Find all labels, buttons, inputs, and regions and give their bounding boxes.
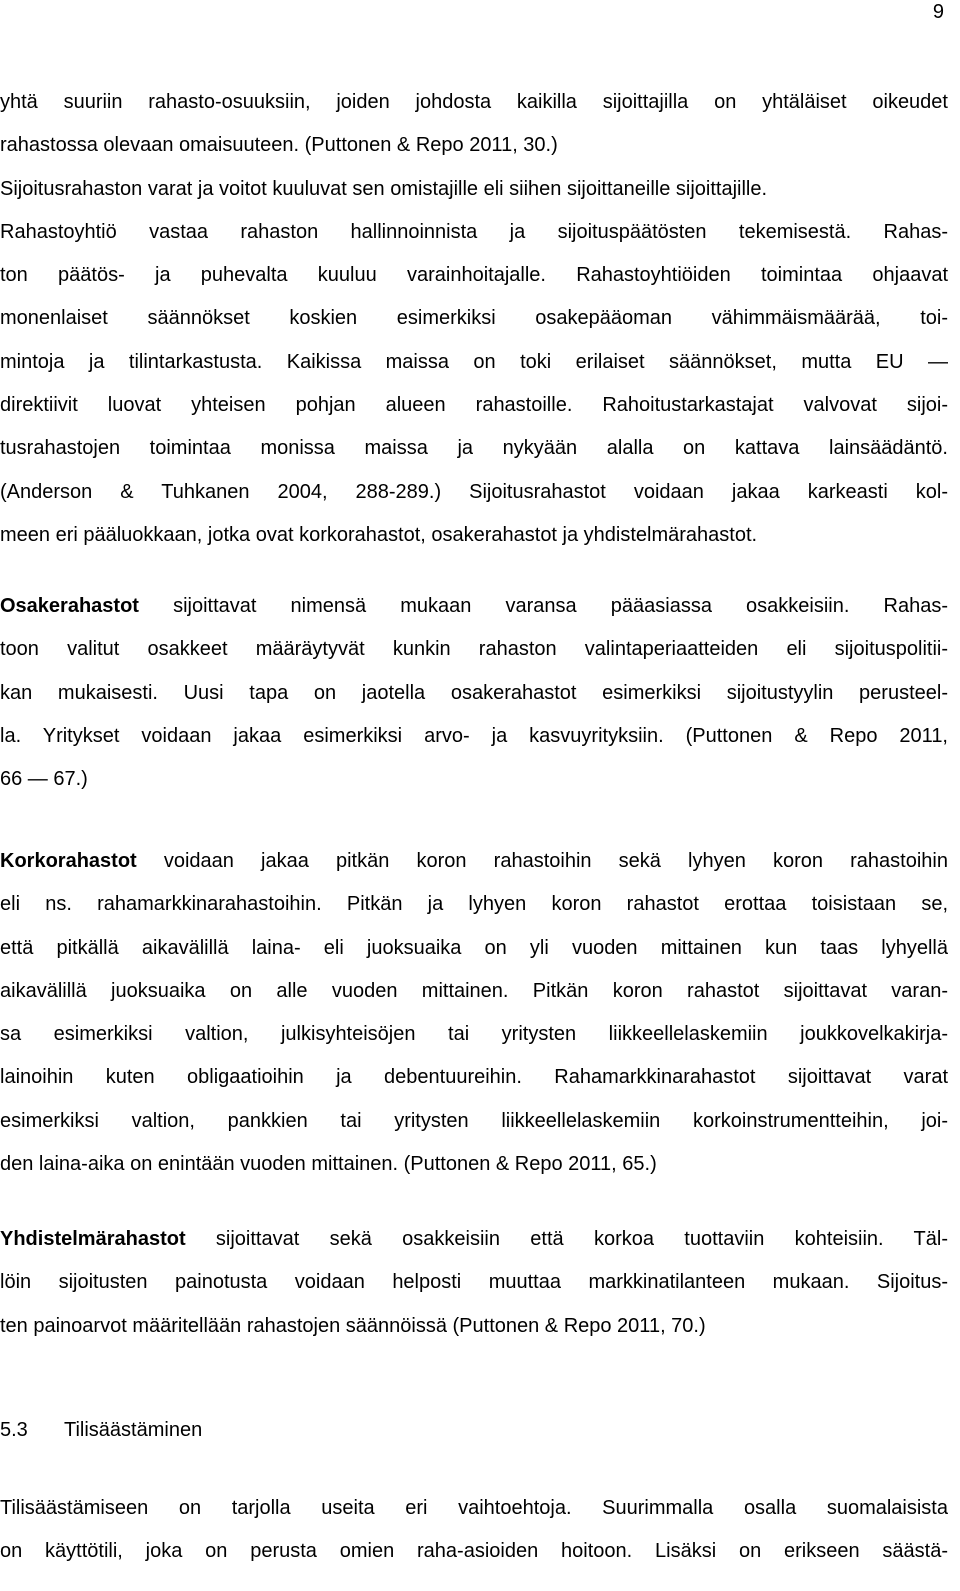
text-line: Tilisäästämiseen on tarjolla useita eri vaihtoehtoja. Suurimmalla osalla suomalaisista bbox=[0, 1497, 948, 1519]
text-line: monenlaiset säännökset koskien esimerkiksi osakepääoman vähimmäismäärää, toi- bbox=[0, 307, 948, 330]
page-number: 9 bbox=[932, 1, 944, 23]
paragraph-tilisaastaminen bbox=[0, 1487, 948, 1574]
text-line: meen eri pääluokkaan, jotka ovat korkorahastot, osakerahastot ja yhdistelmärahastot. bbox=[0, 523, 758, 546]
section-title: Tilisäästäminen bbox=[64, 1419, 203, 1441]
text-line: aikavälillä juoksuaika on alle vuoden mittainen. Pitkän koron rahastot sijoittavat varan- bbox=[0, 979, 948, 1002]
text-line: yhtä suuriin rahasto-osuuksiin, joiden johdosta kaikilla sijoittajilla on yhtäläiset oikeudet bbox=[0, 91, 948, 113]
text-line: 66 — 67.) bbox=[0, 768, 88, 791]
section-number: 5.3 bbox=[0, 1419, 28, 1441]
text-line: rahastossa olevaan omaisuuteen. (Puttonen & Repo 2011, 30.) bbox=[0, 134, 558, 157]
text-line: Sijoitusrahaston varat ja voitot kuuluvat sen omistajille eli siihen sijoittaneille sijoittajille. bbox=[0, 177, 768, 200]
text-line: esimerkiksi valtion, pankkien tai yritysten liikkeellelaskemiin korkoinstrumentteihin, joi- bbox=[0, 1109, 948, 1132]
text-line: löin sijoitusten painotusta voidaan helposti muuttaa markkinatilanteen mukaan. Sijoitus- bbox=[0, 1271, 948, 1294]
text-line: kan mukaisesti. Uusi tapa on jaotella osakerahastot esimerkiksi sijoitustyylin perusteel- bbox=[0, 681, 948, 704]
paragraph-osakerahastot bbox=[0, 585, 948, 801]
term-osakerahastot: Osakerahastot bbox=[0, 595, 139, 617]
term-korkorahastot: Korkorahastot bbox=[0, 850, 137, 872]
text-line: la. Yritykset voidaan jakaa esimerkiksi arvo- ja kasvuyrityksiin. (Puttonen & Repo 2011, bbox=[0, 724, 948, 747]
text-line: että pitkällä aikavälillä laina- eli juoksuaika on yli vuoden mittainen kun taas lyhyellä bbox=[0, 936, 948, 959]
text-line: Rahastoyhtiö vastaa rahaston hallinnoinnista ja sijoituspäätösten tekemisestä. Rahas- bbox=[0, 220, 948, 243]
paragraph-intro bbox=[0, 81, 948, 557]
text-fragment: sijoittavat sekä osakkeisiin että korkoa tuottaviin kohteisiin. Täl- bbox=[185, 1228, 948, 1250]
text-line: lainoihin kuten obligaatioihin ja debentuureihin. Rahamarkkinarahastot sijoittavat varat bbox=[0, 1066, 948, 1089]
text-line bbox=[0, 585, 948, 628]
text-line: ten painoarvot määritellään rahastojen säännöissä (Puttonen & Repo 2011, 70.) bbox=[0, 1314, 706, 1337]
paragraph-yhdistelmarahastot bbox=[0, 1218, 948, 1348]
term-yhdistelmarahastot: Yhdistelmärahastot bbox=[0, 1228, 186, 1250]
text-line bbox=[0, 1218, 948, 1261]
text-line bbox=[0, 840, 948, 883]
text-line: den laina-aika on enintään vuoden mittainen. (Puttonen & Repo 2011, 65.) bbox=[0, 1153, 657, 1176]
text-line: toon valitut osakkeet määräytyvät kunkin rahaston valintaperiaatteiden eli sijoituspolitii- bbox=[0, 638, 948, 661]
text-line: tusrahastojen toimintaa monissa maissa ja nykyään alalla on kattava lainsäädäntö. bbox=[0, 437, 948, 460]
paragraph-korkorahastot bbox=[0, 840, 948, 1186]
text-line: mintoja ja tilintarkastusta. Kaikissa maissa on toki erilaiset säännökset, mutta EU — bbox=[0, 350, 948, 373]
text-line: direktiivit luovat yhteisen pohjan alueen rahastoille. Rahoitustarkastajat valvovat sijoi- bbox=[0, 394, 948, 417]
text-line: (Anderson & Tuhkanen 2004, 288-289.) Sijoitusrahastot voidaan jakaa karkeasti kol- bbox=[0, 480, 948, 503]
text-line: eli ns. rahamarkkinarahastoihin. Pitkän ja lyhyen koron rahastot erottaa toisistaan se, bbox=[0, 893, 948, 916]
text-line: sa esimerkiksi valtion, julkisyhteisöjen tai yritysten liikkeellelaskemiin joukkovelkakirja- bbox=[0, 1023, 948, 1046]
section-heading bbox=[0, 1414, 202, 1446]
text-fragment: voidaan jakaa pitkän koron rahastoihin sekä lyhyen koron rahastoihin bbox=[136, 850, 948, 872]
text-line: ton päätös- ja puhevalta kuuluu varainhoitajalle. Rahastoyhtiöiden toimintaa ohjaavat bbox=[0, 264, 948, 287]
text-fragment: sijoittavat nimensä mukaan varansa pääasiassa osakkeisiin. Rahas- bbox=[138, 595, 948, 617]
text-line: on käyttötili, joka on perusta omien raha-asioiden hoitoon. Lisäksi on erikseen säästä- bbox=[0, 1540, 948, 1563]
